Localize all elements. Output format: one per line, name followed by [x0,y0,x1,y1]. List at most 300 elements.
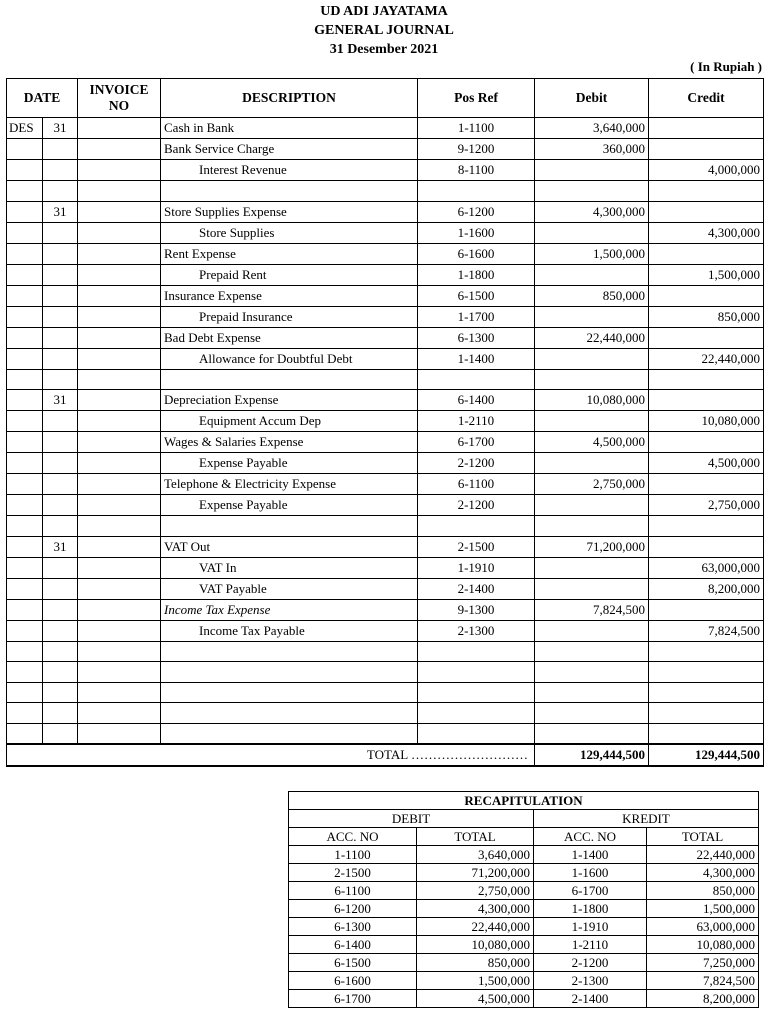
invoice-cell [78,682,161,703]
journal-empty-row [7,682,764,703]
col-description-header: DESCRIPTION [161,79,418,118]
posref-cell: 2-1500 [418,536,535,557]
description-cell [161,662,418,683]
debit-cell: 360,000 [535,139,649,160]
posref-cell: 6-1300 [418,327,535,348]
debit-cell: 22,440,000 [535,327,649,348]
posref-cell [418,641,535,662]
date-month-cell [7,348,43,369]
credit-cell [649,139,764,160]
invoice-cell [78,536,161,557]
debit-cell [535,557,649,578]
currency-unit: ( In Rupiah ) [690,59,762,74]
credit-cell: 4,500,000 [649,453,764,474]
credit-cell: 63,000,000 [649,557,764,578]
date-month-cell [7,264,43,285]
recap-kredit-acc: 6-1700 [534,882,647,900]
date-month-cell [7,432,43,453]
invoice-cell [78,181,161,202]
recap-kredit-acc: 1-1600 [534,864,647,882]
date-month-cell [7,536,43,557]
recap-kredit-acc: 1-1800 [534,900,647,918]
recap-subheader-row [289,828,759,846]
recap-row [289,972,759,990]
recap-kredit-total: 8,200,000 [647,990,759,1008]
description-cell [161,682,418,703]
recap-debit-total: 4,300,000 [417,900,534,918]
date-month-cell [7,662,43,683]
description-cell [161,723,418,744]
debit-cell [535,411,649,432]
invoice-cell [78,557,161,578]
date-day-cell [43,620,78,641]
recap-kredit-acc: 1-2110 [534,936,647,954]
date-month-cell [7,453,43,474]
debit-cell [535,641,649,662]
invoice-cell [78,369,161,390]
recap-row [289,990,759,1008]
date-day-cell [43,578,78,599]
date-day-cell [43,516,78,537]
recap-kredit-acc-header: ACC. NO [534,828,647,846]
date-day-cell [43,723,78,744]
recap-kredit-label: KREDIT [534,810,759,828]
invoice-cell [78,118,161,139]
recap-kredit-acc: 1-1400 [534,846,647,864]
description-cell: Bank Service Charge [161,139,418,160]
credit-cell: 7,824,500 [649,620,764,641]
description-cell: Telephone & Electricity Expense [161,474,418,495]
journal-row [7,599,764,620]
recap-debit-total: 2,750,000 [417,882,534,900]
recap-row [289,900,759,918]
date-day-cell [43,495,78,516]
invoice-cell [78,474,161,495]
journal-empty-row [7,662,764,683]
invoice-cell [78,327,161,348]
date-month-cell [7,139,43,160]
date-month-cell [7,557,43,578]
credit-cell [649,201,764,222]
description-cell: Store Supplies [161,222,418,243]
description-cell [161,641,418,662]
debit-cell [535,369,649,390]
date-day-cell: 31 [43,201,78,222]
journal-empty-row [7,369,764,390]
recap-row [289,918,759,936]
credit-cell [649,641,764,662]
posref-cell: 6-1100 [418,474,535,495]
debit-cell [535,306,649,327]
journal-empty-row [7,703,764,724]
posref-cell: 2-1200 [418,495,535,516]
journal-row [7,495,764,516]
debit-cell: 3,640,000 [535,118,649,139]
description-cell: Equipment Accum Dep [161,411,418,432]
date-day-cell: 31 [43,118,78,139]
description-cell [161,181,418,202]
credit-cell [649,369,764,390]
date-month-cell [7,411,43,432]
description-cell [161,369,418,390]
date-month-cell [7,306,43,327]
debit-cell [535,160,649,181]
credit-cell: 22,440,000 [649,348,764,369]
date-month-cell [7,682,43,703]
recap-title-row [289,792,759,810]
date-month-cell [7,201,43,222]
total-debit: 129,444,500 [535,744,649,766]
credit-cell [649,285,764,306]
recap-debit-acc: 6-1200 [289,900,417,918]
journal-row [7,557,764,578]
invoice-cell [78,723,161,744]
posref-cell: 1-1910 [418,557,535,578]
posref-cell [418,682,535,703]
date-day-cell [43,348,78,369]
date-month-cell: DES [7,118,43,139]
invoice-cell [78,599,161,620]
journal-row [7,264,764,285]
journal-row [7,348,764,369]
journal-total-row [7,744,764,766]
date-day-cell [43,453,78,474]
recap-kredit-acc: 1-1910 [534,918,647,936]
posref-cell: 6-1400 [418,390,535,411]
recap-debit-acc: 6-1700 [289,990,417,1008]
journal-row [7,327,764,348]
journal-row [7,139,764,160]
journal-row [7,201,764,222]
date-day-cell [43,160,78,181]
description-cell: Cash in Bank [161,118,418,139]
description-cell: Depreciation Expense [161,390,418,411]
description-cell: Expense Payable [161,453,418,474]
recap-group-row [289,810,759,828]
description-cell [161,516,418,537]
journal-title: GENERAL JOURNAL [314,23,454,38]
posref-cell [418,703,535,724]
debit-cell: 1,500,000 [535,243,649,264]
recap-debit-acc-header: ACC. NO [289,828,417,846]
description-cell: Insurance Expense [161,285,418,306]
recap-kredit-total: 7,250,000 [647,954,759,972]
invoice-cell [78,222,161,243]
invoice-cell [78,620,161,641]
description-cell: Wages & Salaries Expense [161,432,418,453]
journal-row [7,474,764,495]
date-day-cell [43,264,78,285]
debit-cell: 4,300,000 [535,201,649,222]
credit-cell [649,682,764,703]
posref-cell: 1-1700 [418,306,535,327]
posref-cell [418,369,535,390]
col-debit-header: Debit [535,79,649,118]
journal-row [7,160,764,181]
description-cell: Interest Revenue [161,160,418,181]
recap-table [288,791,759,1008]
invoice-cell [78,264,161,285]
recap-debit-total: 71,200,000 [417,864,534,882]
posref-cell: 9-1200 [418,139,535,160]
invoice-cell [78,495,161,516]
journal-row [7,222,764,243]
invoice-cell [78,578,161,599]
recap-debit-acc: 6-1400 [289,936,417,954]
credit-cell: 8,200,000 [649,578,764,599]
description-cell: Expense Payable [161,495,418,516]
invoice-cell [78,703,161,724]
credit-cell [649,474,764,495]
invoice-cell [78,201,161,222]
credit-cell [649,516,764,537]
journal-row [7,411,764,432]
date-day-cell [43,181,78,202]
debit-cell [535,662,649,683]
credit-cell [649,181,764,202]
date-month-cell [7,516,43,537]
invoice-cell [78,243,161,264]
recap-kredit-total: 850,000 [647,882,759,900]
col-posref-header: Pos Ref [418,79,535,118]
recap-row [289,936,759,954]
date-day-cell: 31 [43,536,78,557]
recap-title: RECAPITULATION [289,792,759,810]
total-credit: 129,444,500 [649,744,764,766]
posref-cell [418,516,535,537]
journal-empty-row [7,181,764,202]
date-month-cell [7,243,43,264]
debit-cell: 7,824,500 [535,599,649,620]
recap-debit-total: 4,500,000 [417,990,534,1008]
debit-cell: 4,500,000 [535,432,649,453]
invoice-cell [78,662,161,683]
debit-cell [535,703,649,724]
date-day-cell [43,432,78,453]
debit-cell: 850,000 [535,285,649,306]
recap-debit-acc: 1-1100 [289,846,417,864]
credit-cell [649,432,764,453]
journal-table [6,78,764,767]
credit-cell: 4,300,000 [649,222,764,243]
date-month-cell [7,599,43,620]
recap-kredit-total-header: TOTAL [647,828,759,846]
credit-cell [649,662,764,683]
recap-debit-total: 3,640,000 [417,846,534,864]
date-month-cell [7,390,43,411]
date-day-cell [43,222,78,243]
description-cell: VAT Out [161,536,418,557]
date-day-cell [43,641,78,662]
posref-cell: 1-1400 [418,348,535,369]
date-day-cell [43,703,78,724]
journal-row [7,243,764,264]
description-cell: VAT In [161,557,418,578]
posref-cell: 8-1100 [418,160,535,181]
recap-row [289,864,759,882]
debit-cell [535,578,649,599]
date-month-cell [7,474,43,495]
description-cell: Allowance for Doubtful Debt [161,348,418,369]
recap-row [289,954,759,972]
company-name: UD ADI JAYATAMA [320,4,448,19]
recap-kredit-acc: 2-1300 [534,972,647,990]
debit-cell [535,495,649,516]
date-day-cell [43,139,78,160]
journal-row [7,578,764,599]
journal-row [7,118,764,139]
debit-cell [535,723,649,744]
debit-cell [535,222,649,243]
date-month-cell [7,723,43,744]
debit-cell: 71,200,000 [535,536,649,557]
recap-kredit-total: 4,300,000 [647,864,759,882]
recap-kredit-total: 22,440,000 [647,846,759,864]
invoice-cell [78,411,161,432]
credit-cell [649,536,764,557]
invoice-cell [78,348,161,369]
debit-cell [535,348,649,369]
date-day-cell [43,285,78,306]
posref-cell: 2-1200 [418,453,535,474]
recap-debit-total-header: TOTAL [417,828,534,846]
recap-debit-label: DEBIT [289,810,534,828]
credit-cell: 1,500,000 [649,264,764,285]
recap-kredit-total: 10,080,000 [647,936,759,954]
recap-debit-total: 850,000 [417,954,534,972]
date-day-cell: 31 [43,390,78,411]
date-day-cell [43,557,78,578]
recap-kredit-acc: 2-1400 [534,990,647,1008]
description-cell: Prepaid Rent [161,264,418,285]
journal-date: 31 Desember 2021 [329,42,439,57]
total-label: TOTAL ……………………… [7,744,535,766]
recap-debit-acc: 6-1600 [289,972,417,990]
debit-cell [535,264,649,285]
journal-row [7,453,764,474]
description-cell [161,703,418,724]
description-cell: Store Supplies Expense [161,201,418,222]
description-cell: Rent Expense [161,243,418,264]
credit-cell [649,327,764,348]
recap-debit-acc: 6-1100 [289,882,417,900]
date-day-cell [43,411,78,432]
journal-empty-row [7,641,764,662]
credit-cell: 4,000,000 [649,160,764,181]
recap-row [289,846,759,864]
col-credit-header: Credit [649,79,764,118]
date-day-cell [43,306,78,327]
date-month-cell [7,703,43,724]
posref-cell: 6-1200 [418,201,535,222]
invoice-cell [78,453,161,474]
invoice-cell [78,432,161,453]
date-month-cell [7,495,43,516]
credit-cell [649,390,764,411]
credit-cell [649,243,764,264]
credit-cell [649,599,764,620]
description-cell: VAT Payable [161,578,418,599]
date-day-cell [43,243,78,264]
date-month-cell [7,369,43,390]
posref-cell: 6-1600 [418,243,535,264]
posref-cell: 6-1700 [418,432,535,453]
date-month-cell [7,222,43,243]
journal-row [7,536,764,557]
col-invoice-header: INVOICE NO [78,79,161,118]
description-cell: Bad Debt Expense [161,327,418,348]
invoice-cell [78,139,161,160]
date-day-cell [43,599,78,620]
posref-cell: 1-1100 [418,118,535,139]
journal-row [7,306,764,327]
journal-row [7,390,764,411]
journal-row [7,620,764,641]
invoice-cell [78,516,161,537]
debit-cell [535,682,649,703]
recap-debit-total: 22,440,000 [417,918,534,936]
date-month-cell [7,641,43,662]
date-month-cell [7,285,43,306]
credit-cell: 850,000 [649,306,764,327]
invoice-cell [78,285,161,306]
recap-debit-acc: 6-1500 [289,954,417,972]
credit-cell [649,723,764,744]
journal-row [7,285,764,306]
date-day-cell [43,369,78,390]
description-cell: Income Tax Payable [161,620,418,641]
recap-kredit-acc: 2-1200 [534,954,647,972]
credit-cell: 2,750,000 [649,495,764,516]
date-day-cell [43,327,78,348]
posref-cell [418,662,535,683]
debit-cell [535,620,649,641]
date-month-cell [7,578,43,599]
posref-cell [418,723,535,744]
invoice-cell [78,641,161,662]
date-day-cell [43,682,78,703]
invoice-cell [78,390,161,411]
recap-debit-acc: 6-1300 [289,918,417,936]
posref-cell: 2-1300 [418,620,535,641]
recap-kredit-total: 1,500,000 [647,900,759,918]
credit-cell [649,703,764,724]
debit-cell [535,516,649,537]
date-day-cell [43,474,78,495]
posref-cell: 1-1800 [418,264,535,285]
date-month-cell [7,160,43,181]
debit-cell [535,181,649,202]
recap-kredit-total: 63,000,000 [647,918,759,936]
description-cell: Prepaid Insurance [161,306,418,327]
recap-kredit-total: 7,824,500 [647,972,759,990]
invoice-cell [78,160,161,181]
credit-cell [649,118,764,139]
description-cell: Income Tax Expense [161,599,418,620]
posref-cell: 2-1400 [418,578,535,599]
recap-debit-total: 1,500,000 [417,972,534,990]
journal-empty-row [7,723,764,744]
journal-row [7,432,764,453]
debit-cell: 10,080,000 [535,390,649,411]
journal-header-row [7,79,764,118]
posref-cell: 1-1600 [418,222,535,243]
posref-cell: 1-2110 [418,411,535,432]
recap-row [289,882,759,900]
invoice-cell [78,306,161,327]
date-day-cell [43,662,78,683]
posref-cell: 6-1500 [418,285,535,306]
